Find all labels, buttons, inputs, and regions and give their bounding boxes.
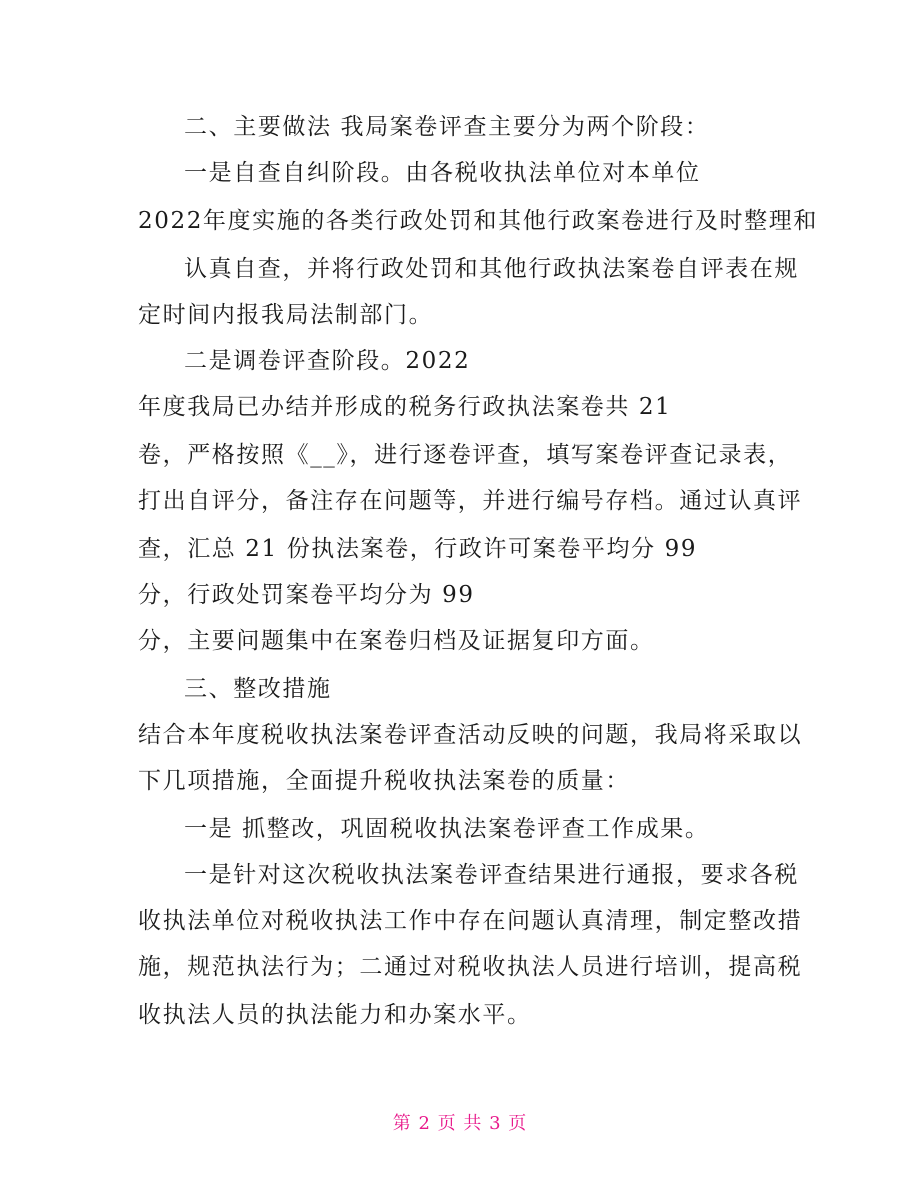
paragraph-line: 收执法人员的执法能力和办案水平。: [138, 1002, 532, 1028]
paragraph-line: 一是自查自纠阶段。由各税收执法单位对本单位: [184, 160, 701, 186]
paragraph-line: 一是针对这次税收执法案卷评查结果进行通报，要求各税: [184, 862, 799, 888]
paragraph-line: 二、主要做法 我局案卷评查主要分为两个阶段：: [184, 114, 710, 140]
section-heading: 三、整改措施: [184, 676, 332, 702]
paragraph-line: 定时间内报我局法制部门。: [138, 302, 434, 328]
paragraph-line: 分，主要问题集中在案卷归档及证据复印方面。: [138, 628, 655, 654]
paragraph-line: 年度我局已办结并形成的税务行政执法案卷共 21: [138, 394, 672, 420]
paragraph-line: 2022年度实施的各类行政处罚和其他行政案卷进行及时整理和: [138, 208, 818, 234]
paragraph-line: 分，行政处罚案卷平均分为 99: [138, 582, 475, 608]
paragraph-line: 下几项措施，全面提升税收执法案卷的质量：: [138, 768, 630, 794]
paragraph-line: 一是 抓整改，巩固税收执法案卷评查工作成果。: [184, 816, 710, 842]
paragraph-line: 卷，严格按照《__》，进行逐卷评查，填写案卷评查记录表，: [138, 442, 793, 468]
paragraph-line: 施，规范执法行为；二通过对税收执法人员进行培训，提高税: [138, 954, 803, 980]
paragraph-line: 打出自评分，备注存在问题等，并进行编号存档。通过认真评: [138, 488, 803, 514]
paragraph-line: 查，汇总 21 份执法案卷，行政许可案卷平均分 99: [138, 536, 698, 562]
paragraph-line: 认真自查，并将行政处罚和其他行政执法案卷自评表在规: [184, 256, 799, 282]
paragraph-line: 收执法单位对税收执法工作中存在问题认真清理，制定整改措: [138, 908, 803, 934]
paragraph-line: 二是调卷评查阶段。2022: [184, 348, 471, 374]
paragraph-line: 结合本年度税收执法案卷评查活动反映的问题，我局将采取以: [138, 722, 803, 748]
page-number-footer: 第 2 页 共 3 页: [392, 1113, 528, 1134]
